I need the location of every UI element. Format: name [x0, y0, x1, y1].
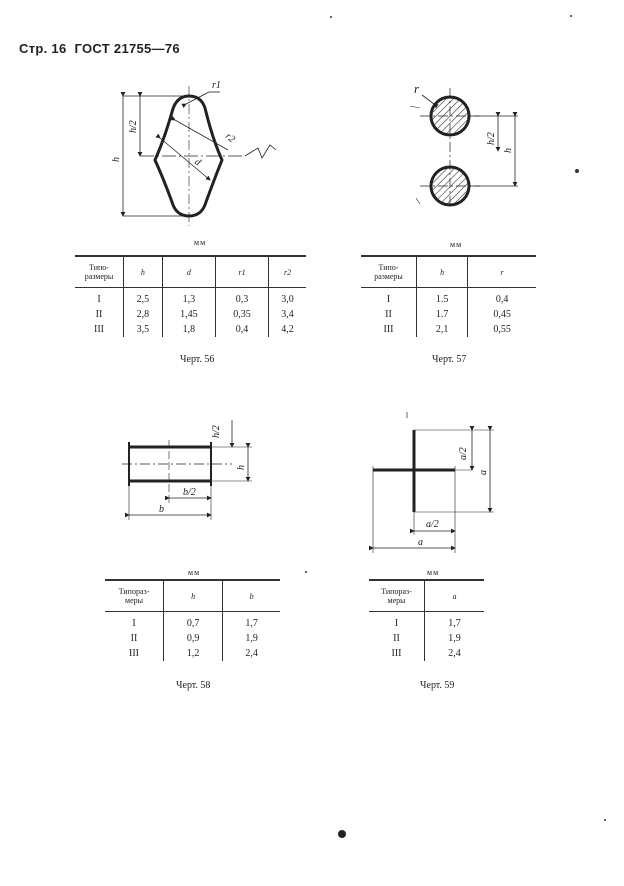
- value-cell: 1,45: [162, 307, 215, 322]
- fig57-r-label: r: [414, 81, 420, 96]
- fig56-col-header: r2: [269, 256, 306, 288]
- fig59-drawing: [373, 412, 494, 553]
- table-row: [75, 322, 306, 337]
- value-cell: 0,9: [164, 631, 223, 646]
- fig58-h-half-label: h/2: [211, 425, 222, 438]
- value-cell: 0,4: [468, 288, 536, 308]
- fig58-h-label: h: [236, 465, 247, 470]
- fig59-table: [369, 579, 484, 661]
- fig57-table: [361, 255, 536, 337]
- value-cell: 1,7: [425, 612, 485, 632]
- size-type-cell: III: [94, 324, 104, 335]
- size-type-cell: III: [391, 648, 402, 659]
- fig56-h-label: h: [111, 157, 122, 162]
- table-row: [361, 322, 536, 337]
- fig57-unit: мм: [450, 240, 463, 249]
- table-row: [369, 646, 484, 661]
- fig58-col-header: Типораз- меры: [105, 580, 164, 612]
- value-cell: 2,8: [124, 307, 163, 322]
- fig56-caption: Черт. 56: [180, 354, 215, 365]
- value-cell: 1,9: [425, 631, 485, 646]
- fig59-a-half-v-label: a/2: [458, 447, 469, 460]
- value-cell: 1.5: [417, 288, 468, 308]
- value-cell: 0,55: [468, 322, 536, 337]
- value-cell: 0,4: [215, 322, 268, 337]
- size-type-cell: II: [130, 633, 138, 644]
- fig56-d-label: d: [192, 156, 203, 169]
- size-type-cell: II: [95, 309, 103, 320]
- fig59-unit: мм: [427, 568, 440, 577]
- fig58-drawing: [122, 420, 252, 520]
- table-row: [369, 612, 484, 632]
- table-row: [361, 288, 536, 308]
- size-type-cell: II: [385, 309, 392, 320]
- value-cell: 1,7: [223, 612, 280, 632]
- table-row: [75, 288, 306, 308]
- fig57-col-header: h: [417, 256, 468, 288]
- value-cell: 1,3: [162, 288, 215, 308]
- table-row: [105, 612, 280, 632]
- size-type-cell: I: [394, 618, 399, 629]
- fig56-table: [75, 255, 306, 337]
- value-cell: 1.7: [417, 307, 468, 322]
- fig56-h-half-label: h/2: [128, 120, 139, 133]
- fig57-caption: Черт. 57: [432, 354, 467, 365]
- fig56-col-header: h: [124, 256, 163, 288]
- size-type-cell: II: [393, 633, 400, 644]
- size-type-cell: I: [132, 618, 136, 629]
- fig59-a-v-label: a: [478, 470, 489, 475]
- fig58-col-header: b: [223, 580, 280, 612]
- fig58-table: [105, 579, 280, 661]
- fig58-unit: мм: [188, 568, 201, 577]
- fig56-unit: мм: [194, 238, 207, 247]
- value-cell: 0,45: [468, 307, 536, 322]
- fig57-col-header: r: [468, 256, 536, 288]
- value-cell: 3,0: [269, 288, 306, 308]
- fig56-col-header: r1: [215, 256, 268, 288]
- value-cell: 1,9: [223, 631, 280, 646]
- table-row: [361, 307, 536, 322]
- fig59-a-half-h-label: a/2: [426, 519, 439, 530]
- fig59-col-header: Типораз- меры: [369, 580, 425, 612]
- fig58-b-label: b: [159, 504, 164, 515]
- size-type-cell: I: [386, 294, 391, 305]
- fig59-col-header: a: [425, 580, 485, 612]
- value-cell: 0,3: [215, 288, 268, 308]
- fig57-col-header: Типо- размеры: [361, 256, 417, 288]
- size-type-cell: III: [383, 324, 394, 335]
- size-type-cell: III: [129, 648, 139, 659]
- table-row: [369, 631, 484, 646]
- value-cell: 2,1: [417, 322, 468, 337]
- fig57-h-half-label: h/2: [486, 132, 497, 145]
- fig58-col-header: h: [164, 580, 223, 612]
- table-row: [105, 646, 280, 661]
- value-cell: 3,5: [124, 322, 163, 337]
- fig59-a-h-label: a: [418, 537, 423, 548]
- value-cell: 1,8: [162, 322, 215, 337]
- fig58-b-half-label: b/2: [183, 487, 196, 498]
- page-number: Стр. 16: [19, 41, 67, 56]
- standard-code: ГОСТ 21755—76: [74, 41, 180, 56]
- fig57-drawing: [410, 88, 518, 208]
- fig58-caption: Черт. 58: [176, 680, 211, 691]
- value-cell: 1,2: [164, 646, 223, 661]
- table-row: [105, 631, 280, 646]
- fig56-r2-label: r2: [223, 130, 237, 146]
- fig56-col-header: Типо- размеры: [75, 256, 124, 288]
- value-cell: 0,35: [215, 307, 268, 322]
- fig56-r1-label: r1: [212, 80, 221, 91]
- value-cell: 2,4: [223, 646, 280, 661]
- fig57-h-label: h: [503, 148, 514, 153]
- size-type-cell: I: [97, 294, 101, 305]
- fig56-col-header: d: [162, 256, 215, 288]
- value-cell: 2,4: [425, 646, 485, 661]
- value-cell: 0,7: [164, 612, 223, 632]
- fig59-caption: Черт. 59: [420, 680, 455, 691]
- value-cell: 3,4: [269, 307, 306, 322]
- table-row: [75, 307, 306, 322]
- value-cell: 4,2: [269, 322, 306, 337]
- value-cell: 2,5: [124, 288, 163, 308]
